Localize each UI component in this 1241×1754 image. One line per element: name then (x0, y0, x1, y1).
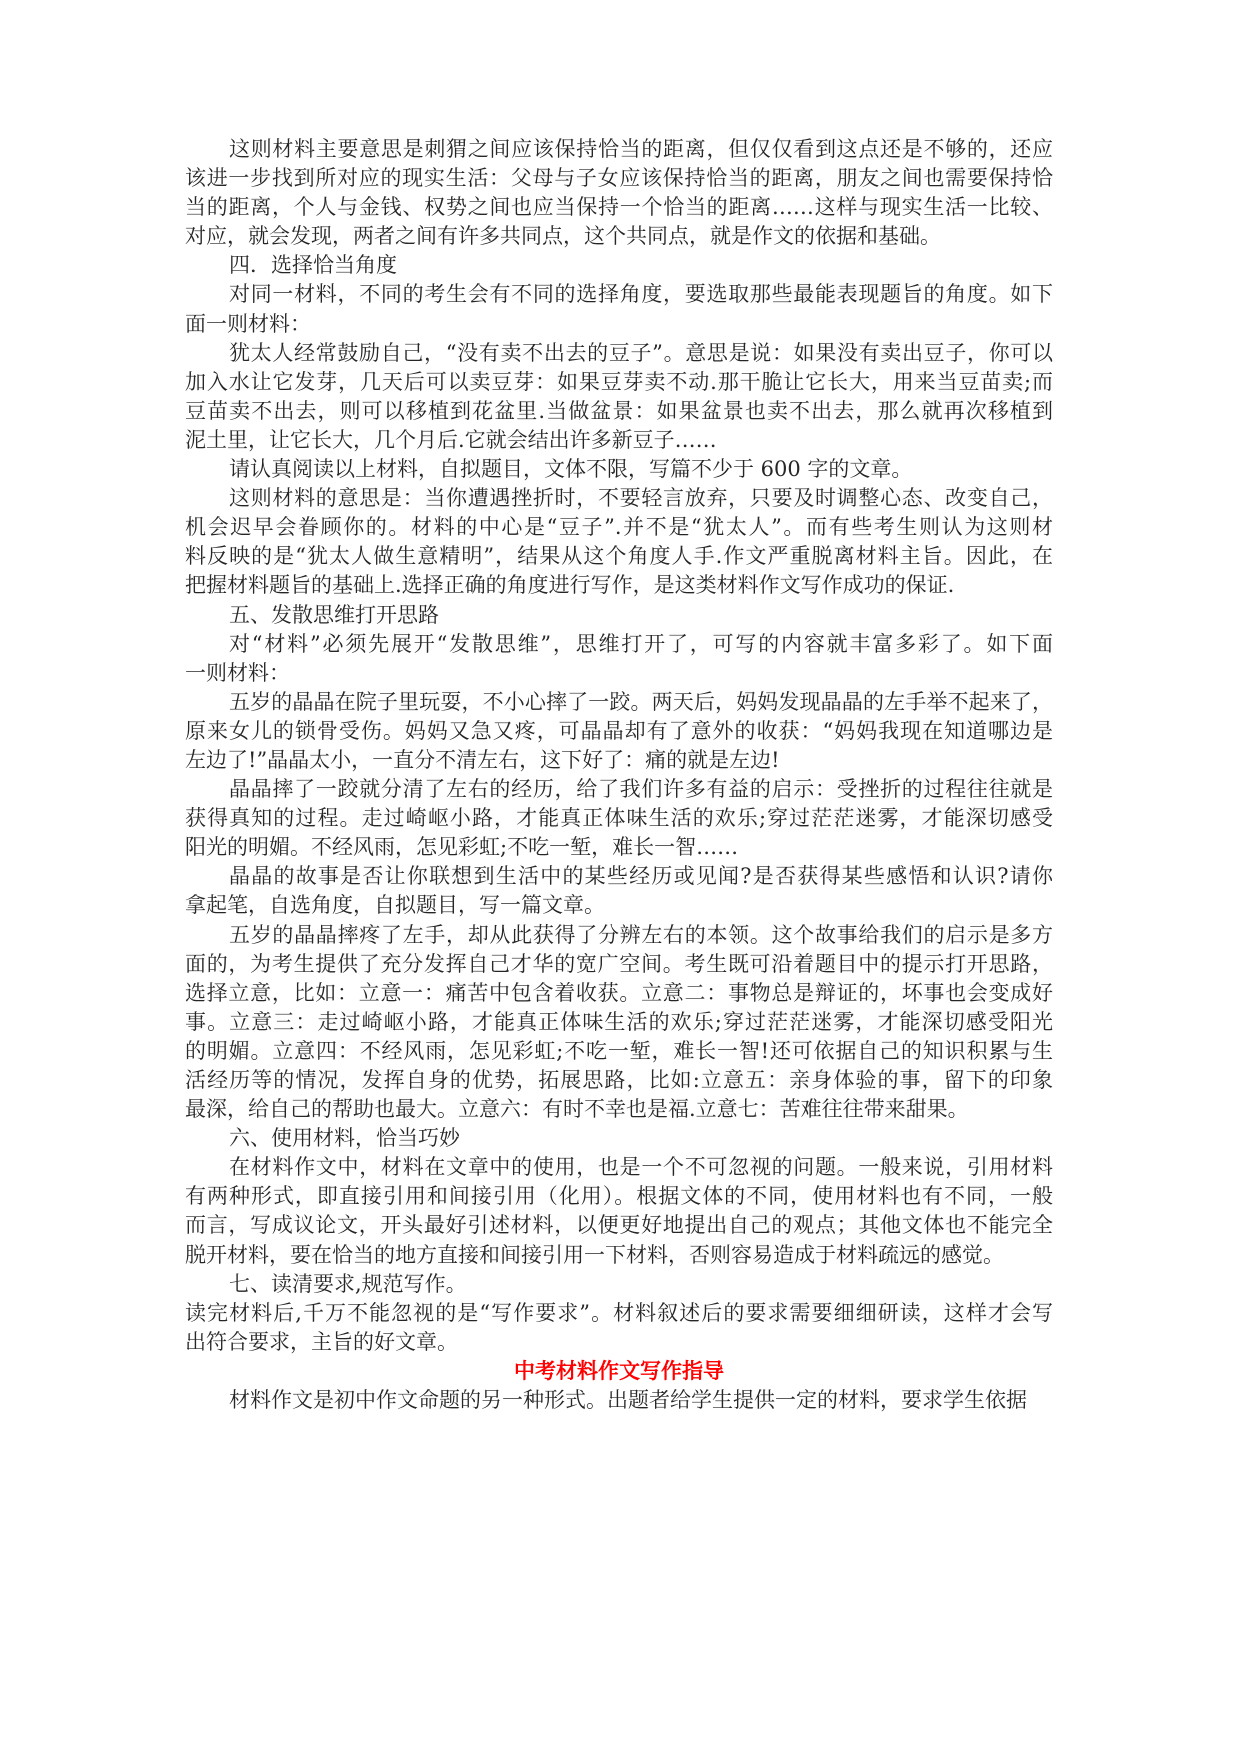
paragraph (185, 135, 1053, 251)
text-line: 最深，给自己的帮助也最大。立意六：有时不幸也是福.立意七：苦难往往带来甜果。 (185, 1097, 969, 1122)
text-line: 泥土里，让它长大，几个月后.它就会结出许多新豆子…… (185, 427, 717, 452)
text-line: 左边了!”晶晶太小，一直分不清左右，这下好了：痛的就是左边! (185, 747, 780, 772)
paragraph (185, 455, 1053, 484)
text-line: 脱开材料，要在恰当的地方直接和间接引用一下材料，否则容易造成于材料疏远的感觉。 (185, 1242, 1004, 1267)
text-line: 对应，就会发现，两者之间有许多共同点，这个共同点，就是作文的依据和基础。 (185, 224, 941, 249)
text-line: 活经历等的情况，发挥自身的优势，拓展思路，比如:立意五：亲身体验的事，留下的印象 (185, 1068, 1053, 1092)
paragraph (185, 1386, 1053, 1415)
text-line: 面一则材料： (185, 311, 311, 336)
text-line: 拿起笔，自选角度，自拟题目，写一篇文章。 (185, 893, 605, 918)
text-line: 对同一材料，不同的考生会有不同的选择角度，要选取那些最能表现题旨的角度。如下 (229, 282, 1053, 307)
text-line: 面的，为考生提供了充分发挥自己才华的宽广空间。考生既可沿着题目中的提示打开思路， (185, 951, 1053, 976)
paragraph (185, 280, 1053, 338)
paragraph (185, 1299, 1053, 1357)
text-line: 晶晶摔了一跤就分清了左右的经历，给了我们许多有益的启示：受挫折的过程往往就是 (229, 777, 1053, 802)
text-line: 请认真阅读以上材料，自拟题目，文体不限，写篇不少于 600 字的文章。 (229, 457, 913, 482)
text-line: 四．选择恰当角度 (229, 253, 397, 278)
text-line: 阳光的明媚。不经风雨，怎见彩虹;不吃一堑，难长一智…… (185, 835, 739, 860)
paragraph (185, 688, 1053, 775)
text-line: 事。立意三：走过崎岖小路，才能真正体味生活的欢乐;穿过茫茫迷雾，才能深切感受阳光 (185, 1009, 1053, 1034)
text-line: 把握材料题旨的基础上.选择正确的角度进行写作，是这类材料作文写作成功的保证. (185, 573, 955, 598)
document-body (185, 135, 1053, 1415)
paragraph (185, 339, 1053, 455)
text-line: 七、读清要求,规范写作。 (229, 1271, 467, 1296)
text-line: 加入水让它发芽，几天后可以卖豆芽：如果豆芽卖不动.那干脆让它长大，用来当豆苗卖;而 (185, 369, 1053, 394)
section-title (185, 1357, 1053, 1386)
text-line: 读完材料后,千万不能忽视的是“写作要求”。材料叙述后的要求需要细细研读，这样才会写 (185, 1300, 1053, 1325)
paragraph (185, 1153, 1053, 1269)
text-line: 选择立意，比如：立意一：痛苦中包含着收获。立意二：事物总是辩证的，坏事也会变成好 (185, 980, 1053, 1005)
paragraph (185, 775, 1053, 862)
section-heading (185, 251, 1053, 280)
text-line: 对“材料”必须先展开“发散思维”，思维打开了，可写的内容就丰富多彩了。如下面 (229, 631, 1053, 656)
text-line: 材料作文是初中作文命题的另一种形式。出题者给学生提供一定的材料，要求学生依据 (229, 1388, 1027, 1413)
text-line: 这则材料的意思是：当你遭遇挫折时，不要轻言放弃，只要及时调整心态、改变自己， (229, 486, 1053, 511)
text-line: 该进一步找到所对应的现实生活：父母与子女应该保持恰当的距离，朋友之间也需要保持恰 (185, 166, 1053, 191)
text-line: 原来女儿的锁骨受伤。妈妈又急又疼，可晶晶却有了意外的收获：“妈妈我现在知道哪边是 (185, 718, 1053, 743)
text-line: 获得真知的过程。走过崎岖小路，才能真正体味生活的欢乐;穿过茫茫迷雾，才能深切感受 (185, 806, 1053, 831)
text-line: 机会迟早会眷顾你的。材料的中心是“豆子”.并不是“犹太人”。而有些考生则认为这则材 (185, 515, 1053, 540)
text-line: 六、使用材料，恰当巧妙 (229, 1126, 460, 1151)
text-line: 有两种形式，即直接引用和间接引用（化用）。根据文体的不同，使用材料也有不同，一般 (185, 1184, 1053, 1209)
text-line: 豆苗卖不出去，则可以移植到花盆里.当做盆景：如果盆景也卖不出去，那么就再次移植到 (185, 398, 1053, 423)
text-line: 当的距离，个人与金钱、权势之间也应当保持一个恰当的距离……这样与现实生活一比较、 (185, 195, 1053, 220)
paragraph (185, 630, 1053, 688)
text-line: 五、发散思维打开思路 (229, 602, 439, 627)
text-line: 中考材料作文写作指导 (514, 1358, 724, 1383)
text-line: 料反映的是“犹太人做生意精明”，结果从这个角度人手.作文严重脱离材料主旨。因此，在 (185, 544, 1053, 569)
text-line: 一则材料： (185, 660, 290, 685)
paragraph (185, 921, 1053, 1125)
text-line: 晶晶的故事是否让你联想到生活中的某些经历或见闻?是否获得某些感悟和认识?请你 (229, 864, 1053, 889)
text-line: 在材料作文中，材料在文章中的使用，也是一个不可忽视的问题。一般来说，引用材料 (229, 1155, 1053, 1180)
text-line: 的明媚。立意四：不经风雨，怎见彩虹;不吃一堑，难长一智!还可依据自己的知识积累与生 (185, 1038, 1053, 1063)
section-heading (185, 1270, 1053, 1299)
paragraph (185, 862, 1053, 920)
text-line: 出符合要求，主旨的好文章。 (185, 1329, 458, 1354)
text-line: 这则材料主要意思是刺猬之间应该保持恰当的距离，但仅仅看到这点还是不够的，还应 (229, 137, 1053, 161)
text-line: 五岁的晶晶在院子里玩耍，不小心摔了一跤。两天后，妈妈发现晶晶的左手举不起来了， (229, 689, 1053, 714)
text-line: 而言，写成议论文，开头最好引述材料，以便更好地提出自己的观点；其他文体也不能完全 (185, 1213, 1053, 1238)
text-line: 犹太人经常鼓励自己，“没有卖不出去的豆子”。意思是说：如果没有卖出豆子，你可以 (229, 340, 1053, 365)
section-heading (185, 601, 1053, 630)
section-heading (185, 1124, 1053, 1153)
paragraph (185, 484, 1053, 600)
text-line: 五岁的晶晶摔疼了左手，却从此获得了分辨左右的本领。这个故事给我们的启示是多方 (229, 922, 1053, 947)
